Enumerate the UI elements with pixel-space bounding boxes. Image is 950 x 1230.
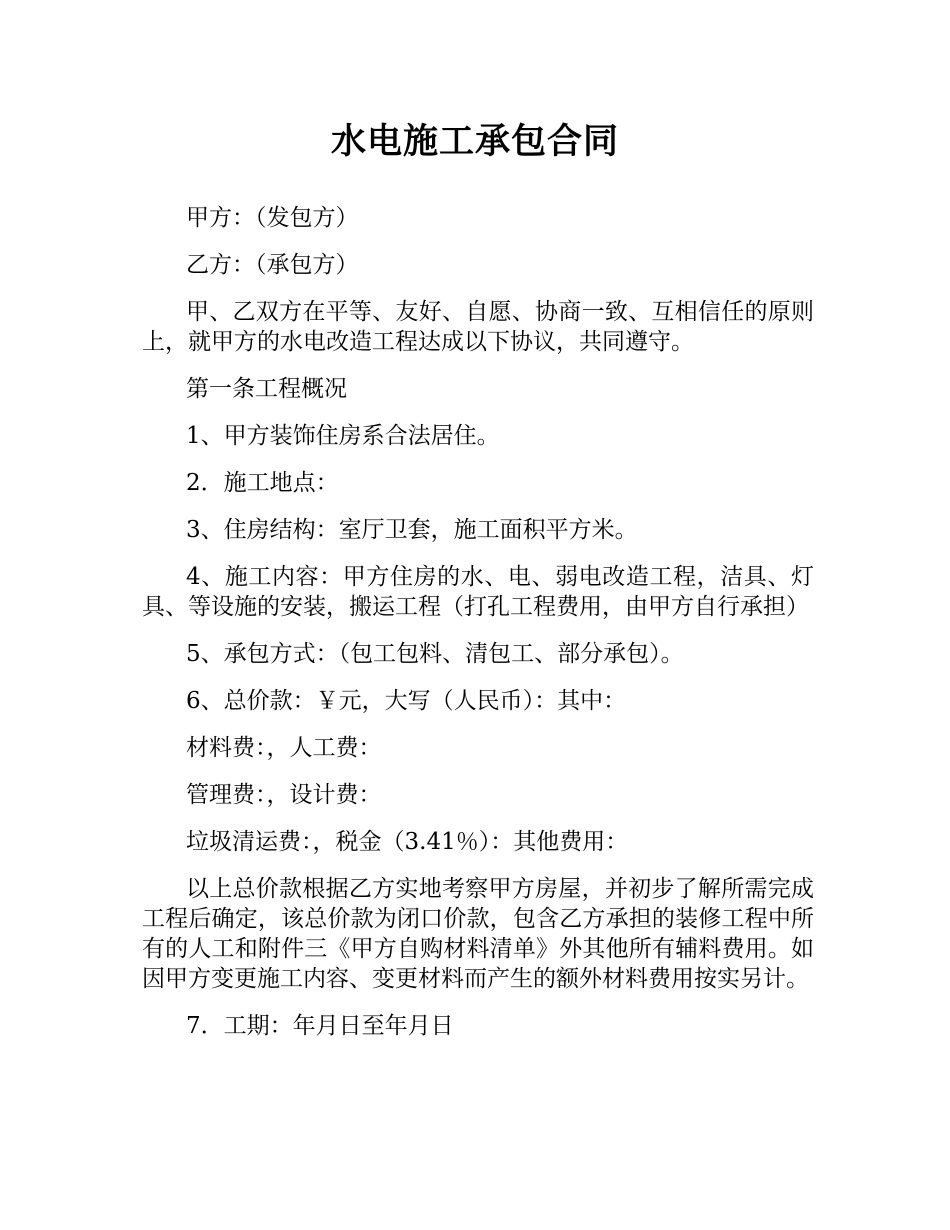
- clause-4: 4、施工内容：甲方住房的水、电、弱电改造工程，洁具、灯具、等设施的安装，搬运工程（打孔工程费用，由甲方自行承担）: [142, 564, 814, 620]
- article-one-heading: 第一条工程概况: [186, 376, 347, 402]
- clause-7: 7．工期：年月日至年月日: [186, 1013, 454, 1039]
- fee-line-waste: 垃圾清运费：，税金（3.41％）：其他费用：: [186, 829, 629, 855]
- fee-line-management: 管理费：，设计费：: [186, 782, 382, 808]
- fee-line-materials: 材料费：，人工费：: [186, 735, 382, 761]
- preamble-paragraph: 甲、乙双方在平等、友好、自愿、协商一致、互相信任的原则上，就甲方的水电改造工程达成以下协议，共同遵守。: [142, 299, 814, 355]
- document-title: 水电施工承包合同: [330, 122, 619, 162]
- party-a-line: 甲方：（发包方）: [186, 205, 359, 231]
- clause-1: 1、甲方装饰住房系合法居住。: [186, 423, 500, 449]
- document-body: [142, 203, 814, 1058]
- clause-6: 6、总价款：￥元，大写（人民币）：其中：: [186, 688, 627, 714]
- clause-3: 3、住房结构：室厅卫套，施工面积平方米。: [186, 517, 638, 543]
- clause-5: 5、承包方式：（包工包料、清包工、部分承包）。: [186, 641, 684, 667]
- price-explanation-paragraph: 以上总价款根据乙方实地考察甲方房屋，并初步了解所需完成工程后确定，该总价款为闭口价款，包含乙方承担的装修工程中所有的人工和附件三《甲方自购材料清单》外其他所有辅料费用。如因甲方变更施工内容、变更材料而产生的额外材料费用按实另计。: [142, 876, 814, 992]
- party-b-line: 乙方：（承包方）: [186, 252, 359, 278]
- clause-2: 2．施工地点：: [186, 470, 339, 496]
